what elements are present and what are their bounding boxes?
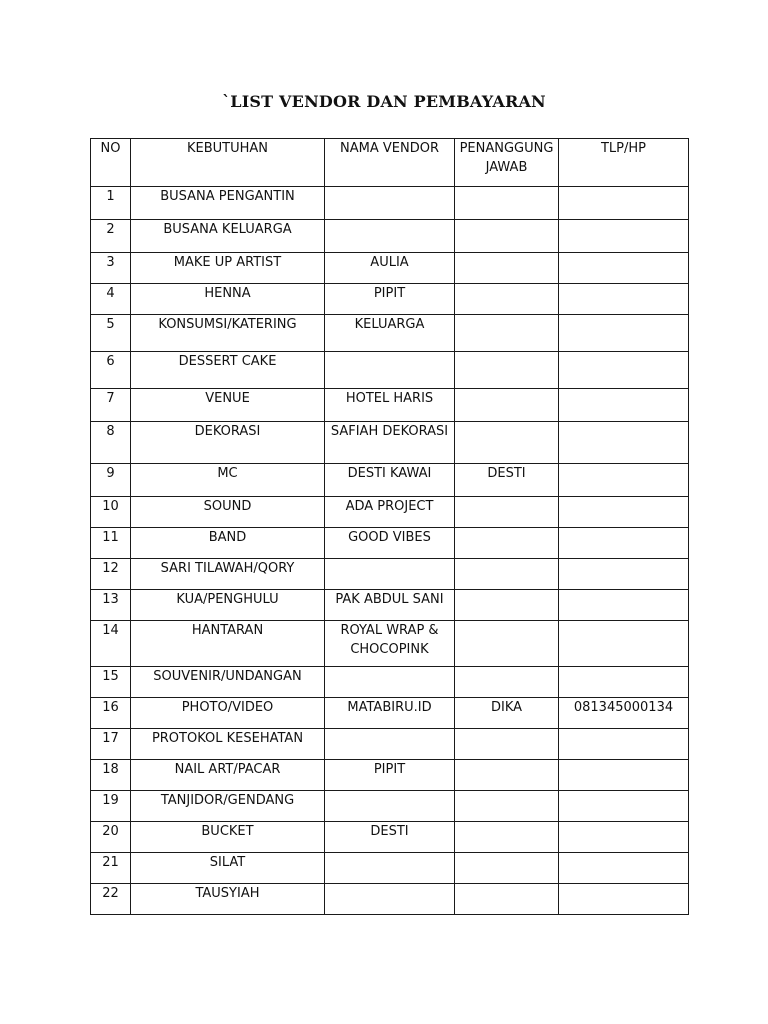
cell-no-text: 8 <box>106 424 115 439</box>
cell-penanggung-jawab <box>455 822 559 853</box>
cell-kebutuhan <box>131 791 325 822</box>
cell-no-text: 6 <box>106 354 115 369</box>
cell-nama-vendor <box>325 729 455 760</box>
cell-no <box>91 729 131 760</box>
cell-kebutuhan <box>131 853 325 884</box>
cell-no-text: 20 <box>102 824 119 839</box>
cell-nama-vendor-text: AULIA <box>370 255 409 270</box>
cell-nama-vendor <box>325 464 455 497</box>
cell-kebutuhan <box>131 822 325 853</box>
cell-penanggung-jawab <box>455 590 559 621</box>
cell-penanggung-jawab <box>455 698 559 729</box>
header-penanggung-jawab <box>455 139 559 187</box>
cell-penanggung-jawab <box>455 352 559 389</box>
cell-nama-vendor-text: MATABIRU.ID <box>347 700 432 715</box>
cell-no <box>91 315 131 352</box>
cell-no-text: 5 <box>106 317 115 332</box>
cell-tlp-hp <box>559 497 689 528</box>
cell-kebutuhan <box>131 352 325 389</box>
cell-tlp-hp <box>559 315 689 352</box>
cell-tlp-hp <box>559 667 689 698</box>
cell-nama-vendor <box>325 422 455 464</box>
cell-kebutuhan-text: BUCKET <box>201 824 254 839</box>
cell-kebutuhan <box>131 590 325 621</box>
cell-no-text: 4 <box>106 286 115 301</box>
table-row <box>91 284 689 315</box>
cell-nama-vendor-text: ROYAL WRAP & CHOCOPINK <box>340 623 439 657</box>
cell-nama-vendor <box>325 315 455 352</box>
table-row <box>91 352 689 389</box>
cell-kebutuhan <box>131 389 325 422</box>
cell-tlp-hp <box>559 590 689 621</box>
cell-kebutuhan-text: SARI TILAWAH/QORY <box>160 561 295 576</box>
cell-nama-vendor <box>325 698 455 729</box>
cell-nama-vendor-text: KELUARGA <box>354 317 425 332</box>
cell-kebutuhan-text: KONSUMSI/KATERING <box>158 317 297 332</box>
cell-kebutuhan-text: BUSANA PENGANTIN <box>160 189 295 204</box>
cell-tlp-hp <box>559 253 689 284</box>
cell-nama-vendor <box>325 528 455 559</box>
cell-nama-vendor-text: PIPIT <box>373 286 406 301</box>
cell-no-text: 12 <box>102 561 119 576</box>
cell-nama-vendor <box>325 760 455 791</box>
cell-nama-vendor-text: HOTEL HARIS <box>345 391 434 406</box>
cell-no <box>91 187 131 220</box>
table-row <box>91 187 689 220</box>
cell-kebutuhan-text: TANJIDOR/GENDANG <box>160 793 295 808</box>
cell-penanggung-jawab <box>455 220 559 253</box>
cell-no <box>91 528 131 559</box>
cell-penanggung-jawab <box>455 284 559 315</box>
cell-no-text: 11 <box>102 530 119 545</box>
cell-penanggung-jawab <box>455 621 559 667</box>
cell-no-text: 14 <box>102 623 119 638</box>
cell-kebutuhan <box>131 667 325 698</box>
cell-nama-vendor <box>325 284 455 315</box>
cell-nama-vendor <box>325 884 455 915</box>
cell-kebutuhan-text: SOUVENIR/UNDANGAN <box>153 669 302 684</box>
cell-penanggung-jawab <box>455 729 559 760</box>
table-row <box>91 822 689 853</box>
vendor-table <box>90 138 689 915</box>
cell-nama-vendor <box>325 791 455 822</box>
header-nama-vendor-label: NAMA VENDOR <box>340 141 439 156</box>
cell-kebutuhan-text: DESSERT CAKE <box>178 354 277 369</box>
cell-penanggung-jawab <box>455 760 559 791</box>
header-kebutuhan <box>131 139 325 187</box>
cell-no-text: 13 <box>102 592 119 607</box>
cell-kebutuhan-text: DEKORASI <box>194 424 261 439</box>
table-row <box>91 590 689 621</box>
cell-kebutuhan <box>131 464 325 497</box>
cell-no-text: 22 <box>102 886 119 901</box>
cell-tlp-hp <box>559 559 689 590</box>
cell-penanggung-jawab-text: DIKA <box>490 700 523 715</box>
table-row <box>91 464 689 497</box>
cell-no <box>91 422 131 464</box>
cell-kebutuhan <box>131 497 325 528</box>
cell-nama-vendor <box>325 497 455 528</box>
table-header-row <box>91 139 689 187</box>
cell-no-text: 1 <box>106 189 115 204</box>
table-row <box>91 853 689 884</box>
table-row <box>91 220 689 253</box>
cell-kebutuhan-text: HENNA <box>204 286 251 301</box>
cell-kebutuhan-text: PROTOKOL KESEHATAN <box>151 731 304 746</box>
cell-tlp-hp <box>559 729 689 760</box>
cell-kebutuhan-text: BAND <box>208 530 247 545</box>
header-kebutuhan-label: KEBUTUHAN <box>186 141 269 156</box>
cell-no <box>91 559 131 590</box>
cell-no <box>91 284 131 315</box>
cell-kebutuhan <box>131 422 325 464</box>
cell-tlp-hp <box>559 284 689 315</box>
cell-penanggung-jawab-text: DESTI <box>487 466 526 481</box>
header-no-label: NO <box>100 141 121 156</box>
cell-nama-vendor <box>325 220 455 253</box>
table-row <box>91 422 689 464</box>
cell-penanggung-jawab <box>455 422 559 464</box>
cell-nama-vendor <box>325 187 455 220</box>
cell-penanggung-jawab <box>455 884 559 915</box>
cell-no-text: 18 <box>102 762 119 777</box>
cell-no <box>91 389 131 422</box>
cell-kebutuhan-text: KUA/PENGHULU <box>176 592 279 607</box>
cell-nama-vendor <box>325 389 455 422</box>
table-row <box>91 698 689 729</box>
cell-penanggung-jawab <box>455 559 559 590</box>
cell-tlp-hp <box>559 220 689 253</box>
cell-nama-vendor-text: GOOD VIBES <box>348 530 431 545</box>
cell-no <box>91 464 131 497</box>
cell-kebutuhan <box>131 284 325 315</box>
cell-no <box>91 698 131 729</box>
header-penanggung-jawab-label: PENANGGUNG JAWAB <box>459 141 554 175</box>
cell-kebutuhan-text: SILAT <box>209 855 246 870</box>
cell-tlp-hp <box>559 698 689 729</box>
cell-no <box>91 791 131 822</box>
table-row <box>91 253 689 284</box>
cell-tlp-hp-text: 081345000134 <box>573 700 674 715</box>
cell-no-text: 16 <box>102 700 119 715</box>
cell-penanggung-jawab <box>455 853 559 884</box>
cell-nama-vendor <box>325 667 455 698</box>
cell-no-text: 10 <box>102 499 119 514</box>
cell-nama-vendor-text: PIPIT <box>373 762 406 777</box>
cell-kebutuhan-text: PHOTO/VIDEO <box>181 700 274 715</box>
cell-nama-vendor <box>325 352 455 389</box>
cell-nama-vendor-text: DESTI <box>370 824 409 839</box>
cell-kebutuhan <box>131 760 325 791</box>
cell-kebutuhan-text: MAKE UP ARTIST <box>173 255 282 270</box>
cell-tlp-hp <box>559 822 689 853</box>
cell-kebutuhan <box>131 698 325 729</box>
cell-no-text: 15 <box>102 669 119 684</box>
cell-nama-vendor-text: DESTI KAWAI <box>347 466 432 481</box>
cell-kebutuhan-text: SOUND <box>203 499 252 514</box>
cell-kebutuhan <box>131 253 325 284</box>
cell-nama-vendor <box>325 253 455 284</box>
cell-penanggung-jawab <box>455 315 559 352</box>
cell-penanggung-jawab <box>455 791 559 822</box>
cell-kebutuhan-text: NAIL ART/PACAR <box>174 762 281 777</box>
cell-penanggung-jawab <box>455 187 559 220</box>
cell-kebutuhan-text: MC <box>217 466 238 481</box>
header-no <box>91 139 131 187</box>
cell-kebutuhan <box>131 621 325 667</box>
cell-no <box>91 621 131 667</box>
table-row <box>91 315 689 352</box>
cell-tlp-hp <box>559 464 689 497</box>
cell-tlp-hp <box>559 884 689 915</box>
cell-kebutuhan <box>131 187 325 220</box>
cell-no-text: 2 <box>106 222 115 237</box>
cell-no <box>91 667 131 698</box>
cell-penanggung-jawab <box>455 253 559 284</box>
cell-penanggung-jawab <box>455 389 559 422</box>
cell-no-text: 9 <box>106 466 115 481</box>
cell-tlp-hp <box>559 528 689 559</box>
cell-penanggung-jawab <box>455 528 559 559</box>
cell-nama-vendor <box>325 822 455 853</box>
cell-kebutuhan-text: HANTARAN <box>191 623 264 638</box>
cell-kebutuhan-text: TAUSYIAH <box>195 886 260 901</box>
cell-no <box>91 352 131 389</box>
cell-kebutuhan <box>131 315 325 352</box>
page-title: `LIST VENDOR DAN PEMBAYARAN <box>222 92 546 111</box>
table-body <box>91 187 689 915</box>
cell-no <box>91 497 131 528</box>
cell-tlp-hp <box>559 760 689 791</box>
cell-penanggung-jawab <box>455 667 559 698</box>
cell-no-text: 21 <box>102 855 119 870</box>
table-row <box>91 760 689 791</box>
cell-nama-vendor <box>325 559 455 590</box>
cell-no <box>91 884 131 915</box>
table-row <box>91 389 689 422</box>
table-row <box>91 667 689 698</box>
cell-nama-vendor <box>325 853 455 884</box>
cell-kebutuhan <box>131 559 325 590</box>
cell-tlp-hp <box>559 389 689 422</box>
cell-nama-vendor <box>325 590 455 621</box>
cell-no <box>91 822 131 853</box>
cell-no <box>91 590 131 621</box>
cell-tlp-hp <box>559 352 689 389</box>
cell-tlp-hp <box>559 853 689 884</box>
table-row <box>91 884 689 915</box>
table-row <box>91 528 689 559</box>
cell-kebutuhan <box>131 729 325 760</box>
cell-tlp-hp <box>559 791 689 822</box>
cell-nama-vendor-text: PAK ABDUL SANI <box>335 592 444 607</box>
cell-tlp-hp <box>559 187 689 220</box>
cell-no-text: 3 <box>106 255 115 270</box>
cell-no <box>91 760 131 791</box>
header-tlp-hp-label: TLP/HP <box>600 141 647 156</box>
cell-no <box>91 853 131 884</box>
cell-no-text: 19 <box>102 793 119 808</box>
cell-kebutuhan <box>131 220 325 253</box>
cell-no <box>91 220 131 253</box>
header-tlp-hp <box>559 139 689 187</box>
cell-tlp-hp <box>559 621 689 667</box>
cell-no-text: 17 <box>102 731 119 746</box>
table-row <box>91 729 689 760</box>
cell-no <box>91 253 131 284</box>
table-row <box>91 621 689 667</box>
cell-no-text: 7 <box>106 391 115 406</box>
cell-nama-vendor-text: SAFIAH DEKORASI <box>330 424 449 439</box>
cell-nama-vendor-text: ADA PROJECT <box>345 499 434 514</box>
cell-kebutuhan-text: VENUE <box>205 391 250 406</box>
header-nama-vendor <box>325 139 455 187</box>
table-row <box>91 559 689 590</box>
cell-kebutuhan <box>131 884 325 915</box>
table-row <box>91 791 689 822</box>
cell-nama-vendor <box>325 621 455 667</box>
cell-penanggung-jawab <box>455 464 559 497</box>
cell-tlp-hp <box>559 422 689 464</box>
cell-kebutuhan <box>131 528 325 559</box>
table-row <box>91 497 689 528</box>
cell-penanggung-jawab <box>455 497 559 528</box>
cell-kebutuhan-text: BUSANA KELUARGA <box>163 222 292 237</box>
